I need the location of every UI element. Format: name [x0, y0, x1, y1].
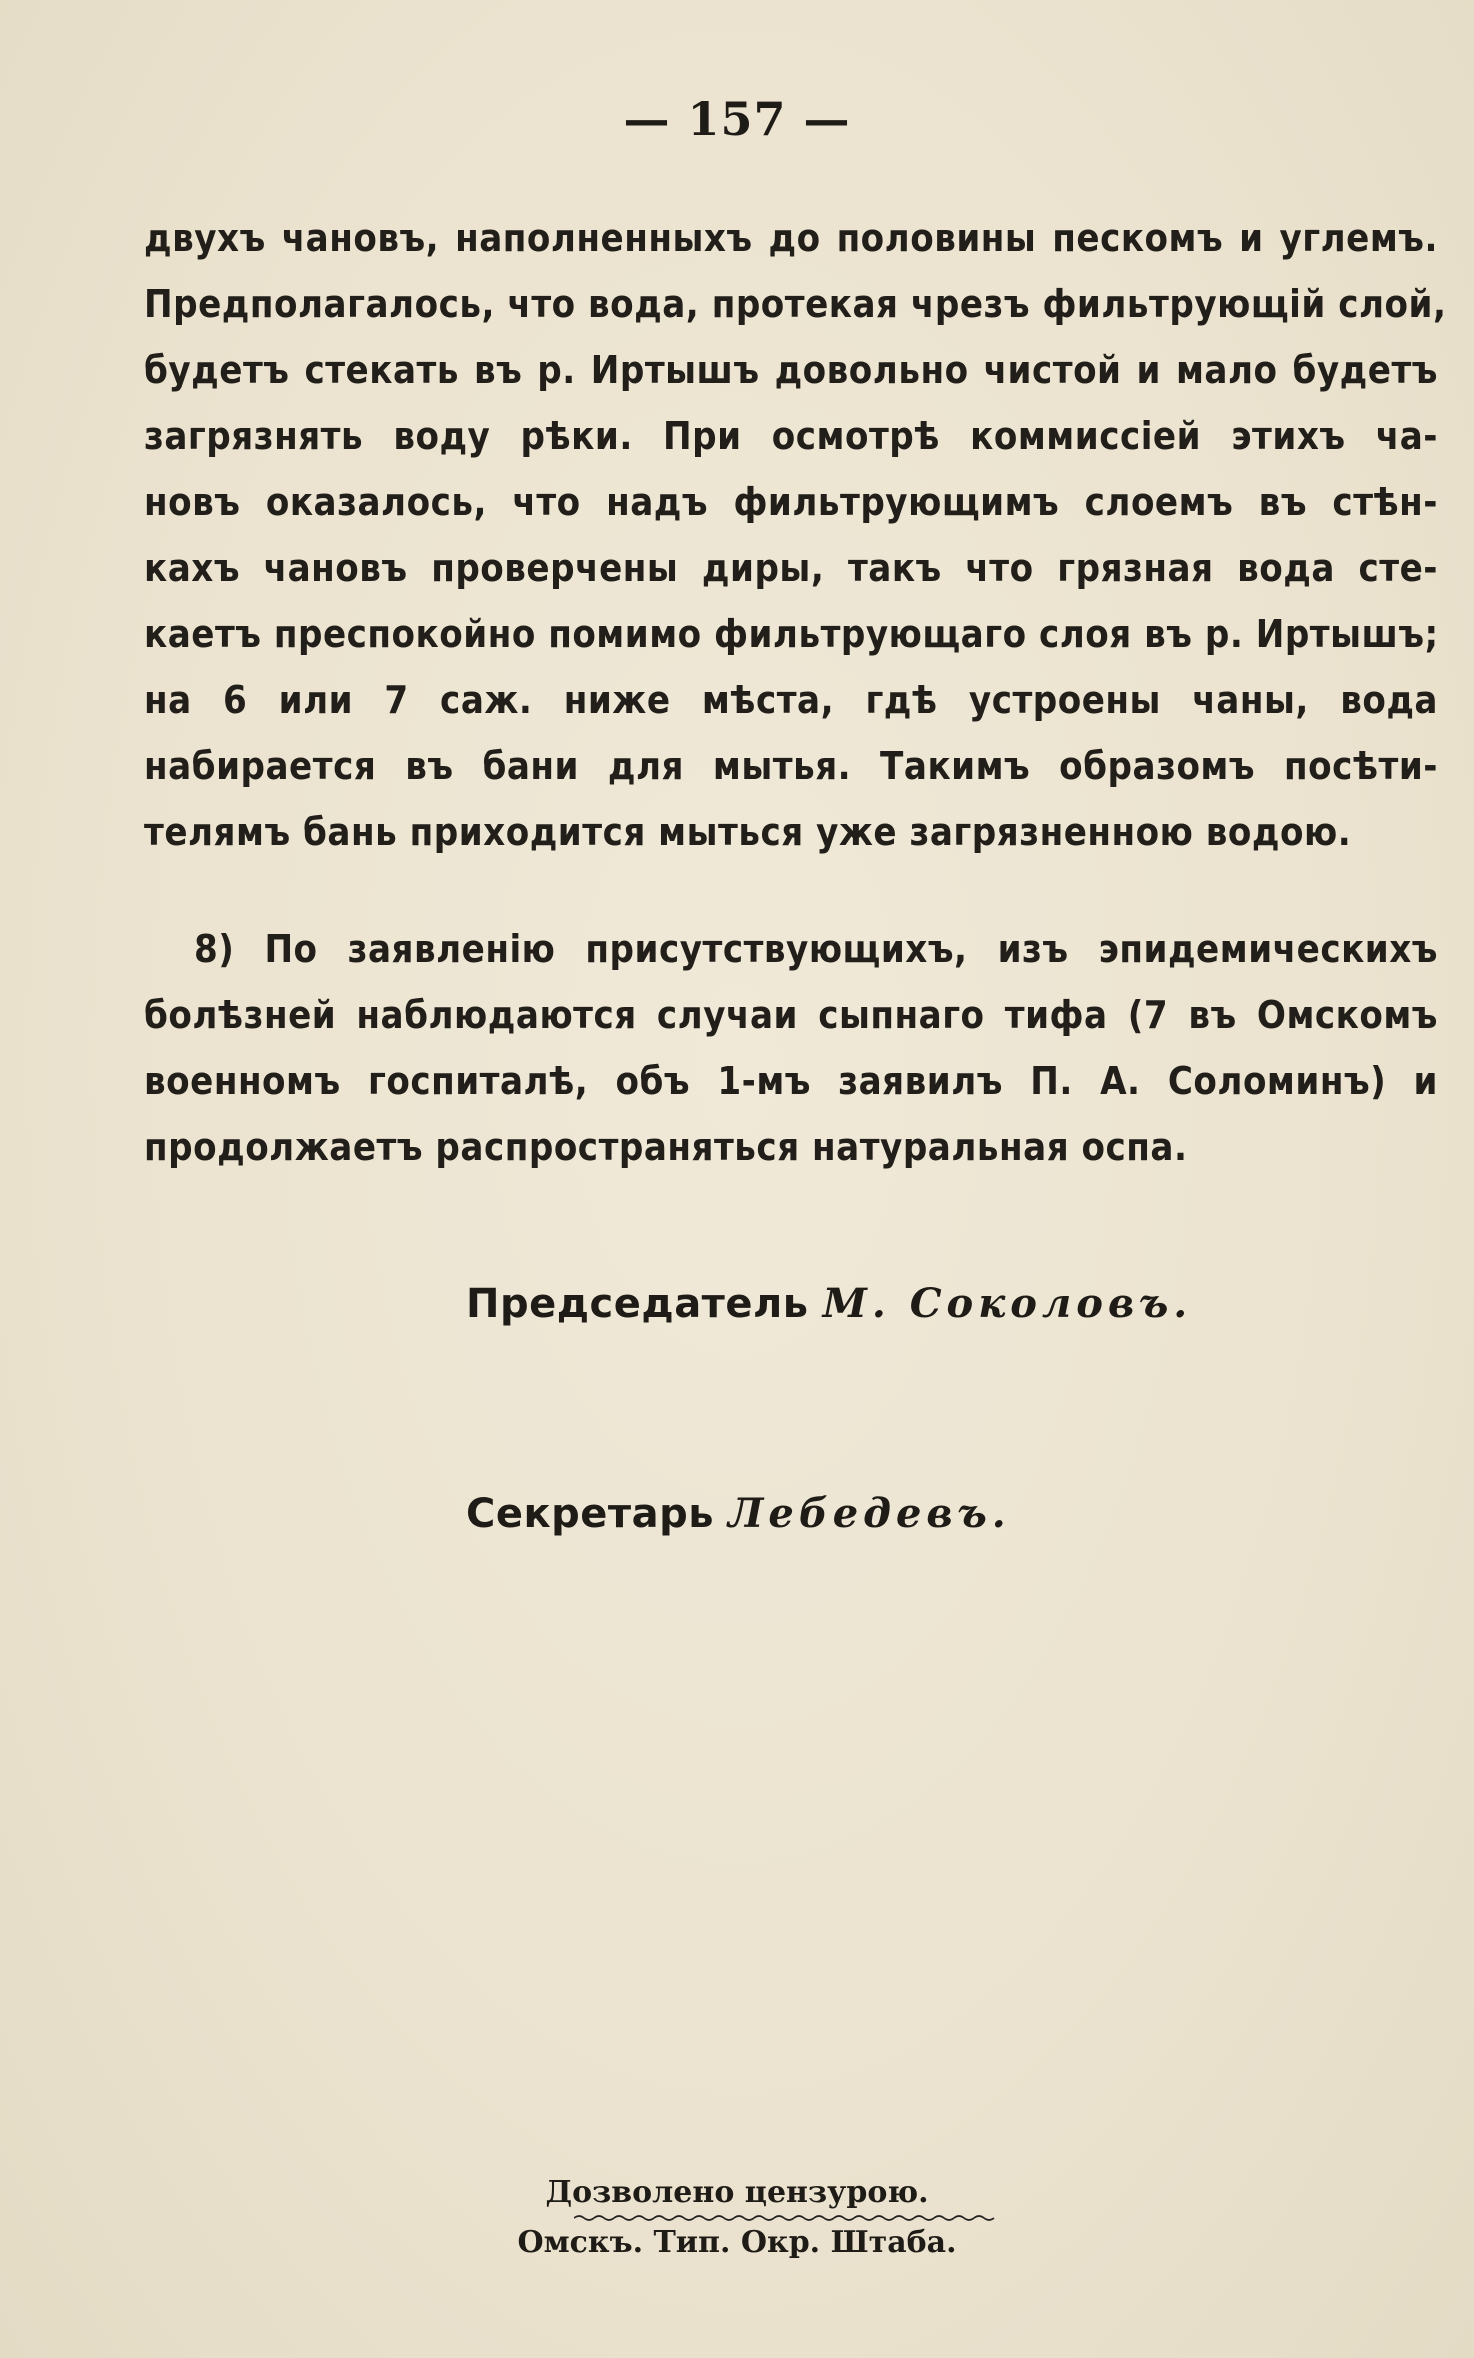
text-line: 8) По заявленію присутствующихъ, изъ эпидемическихъ — [194, 927, 1438, 971]
censorship-approval: Дозволено цензурою. — [545, 2175, 929, 2210]
text-line: Предполагалось, что вода, протекая чрезъ фильтрующій слой, — [144, 282, 1447, 326]
page-number: — 157 — — [623, 92, 851, 146]
chairman-signature-line — [466, 1280, 1192, 1327]
text-line: двухъ чановъ, наполненныхъ до половины пескомъ и углемъ. — [144, 216, 1438, 260]
text-line: будетъ стекать въ р. Иртышъ довольно чистой и мало будетъ — [144, 348, 1438, 392]
paragraph-epidemic — [144, 916, 1438, 1180]
text-line: телямъ бань приходится мыться уже загрязненною водою. — [144, 810, 1352, 854]
chairman-role: Председатель — [466, 1281, 809, 1327]
text-line: каетъ преспокойно помимо фильтрующаго слоя въ р. Иртышъ; — [144, 612, 1439, 656]
text-line: на 6 или 7 саж. ниже мѣста, гдѣ устроены чаны, вода — [144, 678, 1438, 722]
text-line: кахъ чановъ проверчены диры, такъ что грязная вода сте- — [144, 546, 1438, 590]
text-line: военномъ госпиталѣ, объ 1-мъ заявилъ П. А. Соломинъ) и — [144, 1059, 1438, 1103]
paragraph-sanitation — [144, 205, 1447, 865]
printer-imprint: Омскъ. Тип. Окр. Штаба. — [517, 2225, 957, 2260]
secretary-signature-line — [466, 1490, 1011, 1537]
secretary-role: Секретарь — [466, 1491, 714, 1537]
wavy-rule — [574, 2214, 998, 2222]
text-line: болѣзней наблюдаются случаи сыпнаго тифа (7 въ Омскомъ — [144, 993, 1438, 1037]
chairman-name: М. Соколовъ. — [822, 1280, 1193, 1327]
text-line: набирается въ бани для мытья. Такимъ образомъ посѣти- — [144, 744, 1438, 788]
text-line: продолжаетъ распространяться натуральная оспа. — [144, 1125, 1188, 1169]
secretary-name: Лебедевъ. — [728, 1490, 1011, 1537]
text-line: новъ оказалось, что надъ фильтрующимъ слоемъ въ стѣн- — [144, 480, 1438, 524]
text-line: загрязнять воду рѣки. При осмотрѣ коммиссіей этихъ ча- — [144, 414, 1438, 458]
